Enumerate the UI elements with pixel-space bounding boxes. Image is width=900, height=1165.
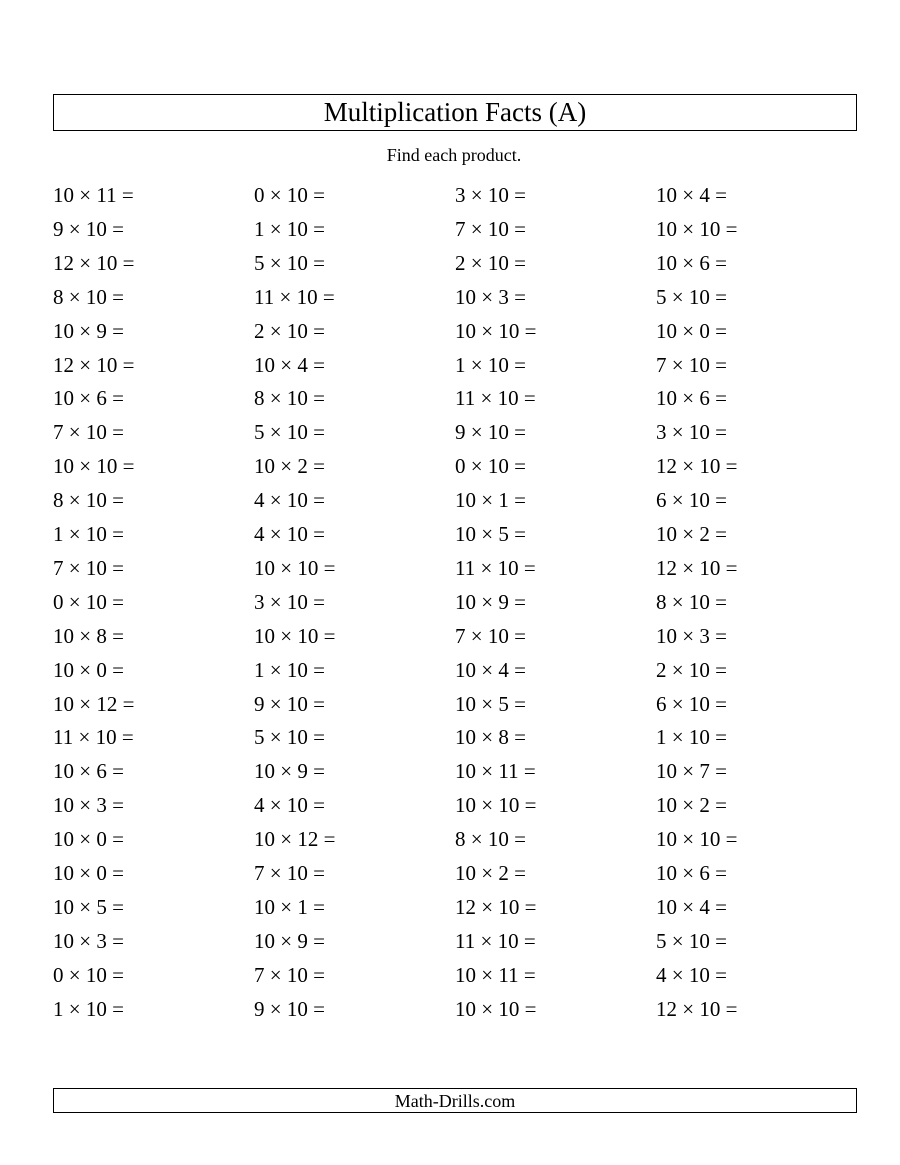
problem-r24-c2: 7 × 10 = [254,962,325,987]
problem-r6-c1: 12 × 10 = [53,352,135,377]
problem-r15-c2: 1 × 10 = [254,657,325,682]
problem-r10-c1: 8 × 10 = [53,488,124,513]
problem-r4-c4: 5 × 10 = [656,284,727,309]
problem-r3-c4: 10 × 6 = [656,250,727,275]
problem-r7-c3: 11 × 10 = [455,386,536,411]
problem-r17-c2: 5 × 10 = [254,725,325,750]
problem-r18-c3: 10 × 11 = [455,759,536,784]
problem-r13-c3: 10 × 9 = [455,589,526,614]
problem-r3-c3: 2 × 10 = [455,250,526,275]
problem-r1-c1: 10 × 11 = [53,183,134,207]
problem-r3-c1: 12 × 10 = [53,250,135,275]
footer-text: Math-Drills.com [394,1090,516,1111]
problem-r19-c1: 10 × 3 = [53,793,124,818]
problem-r9-c4: 12 × 10 = [656,454,738,479]
problem-r23-c2: 10 × 9 = [254,928,325,953]
problem-r8-c2: 5 × 10 = [254,420,325,445]
problem-r24-c3: 10 × 11 = [455,962,536,987]
problem-r5-c3: 10 × 10 = [455,318,537,343]
problem-r1-c3: 3 × 10 = [455,183,526,207]
problem-r7-c1: 10 × 6 = [53,386,124,411]
problem-r13-c4: 8 × 10 = [656,589,727,614]
problem-r9-c3: 0 × 10 = [455,454,526,479]
problem-r23-c4: 5 × 10 = [656,928,727,953]
problem-r18-c4: 10 × 7 = [656,759,727,784]
problem-r4-c2: 11 × 10 = [254,284,335,309]
problem-r7-c2: 8 × 10 = [254,386,325,411]
problem-r21-c4: 10 × 6 = [656,861,727,885]
problem-r10-c4: 6 × 10 = [656,488,727,513]
problem-r15-c4: 2 × 10 = [656,657,727,682]
problem-r16-c2: 9 × 10 = [254,691,325,716]
problem-r8-c4: 3 × 10 = [656,420,727,445]
problem-r19-c2: 4 × 10 = [254,793,325,818]
problem-r10-c2: 4 × 10 = [254,488,325,513]
problem-r23-c1: 10 × 3 = [53,928,124,953]
problem-r17-c4: 1 × 10 = [656,725,727,750]
problem-r16-c1: 10 × 12 = [53,691,135,716]
problem-r2-c2: 1 × 10 = [254,216,325,241]
problem-r1-c4: 10 × 4 = [656,183,727,207]
problem-r12-c1: 7 × 10 = [53,555,124,580]
problem-r22-c3: 12 × 10 = [455,894,537,919]
problem-r21-c1: 10 × 0 = [53,861,124,885]
problem-r18-c1: 10 × 6 = [53,759,124,784]
worksheet-title-box [53,94,857,131]
problem-r25-c3: 10 × 10 = [455,996,537,1021]
problem-r17-c1: 11 × 10 = [53,725,134,750]
problem-r21-c3: 10 × 2 = [455,861,526,885]
problem-r2-c3: 7 × 10 = [455,216,526,241]
problem-r14-c3: 7 × 10 = [455,623,526,648]
problem-r17-c3: 10 × 8 = [455,725,526,750]
problem-r25-c4: 12 × 10 = [656,996,738,1021]
problem-r14-c2: 10 × 10 = [254,623,336,648]
problem-r9-c2: 10 × 2 = [254,454,325,479]
problem-r16-c4: 6 × 10 = [656,691,727,716]
problem-r24-c1: 0 × 10 = [53,962,124,987]
problem-r8-c3: 9 × 10 = [455,420,526,445]
problem-r11-c2: 4 × 10 = [254,522,325,546]
problem-r12-c2: 10 × 10 = [254,555,336,580]
problem-r14-c1: 10 × 8 = [53,623,124,648]
problem-r20-c3: 8 × 10 = [455,827,526,852]
problem-r7-c4: 10 × 6 = [656,386,727,411]
problem-r1-c2: 0 × 10 = [254,183,325,207]
problem-r4-c3: 10 × 3 = [455,284,526,309]
problem-r3-c2: 5 × 10 = [254,250,325,275]
problem-r11-c4: 10 × 2 = [656,522,727,546]
problem-r15-c1: 10 × 0 = [53,657,124,682]
problem-r4-c1: 8 × 10 = [53,284,124,309]
problem-r10-c3: 10 × 1 = [455,488,526,513]
problem-r20-c1: 10 × 0 = [53,827,124,852]
problem-r19-c3: 10 × 10 = [455,793,537,818]
problem-r6-c4: 7 × 10 = [656,352,727,377]
problem-r16-c3: 10 × 5 = [455,691,526,716]
problem-r20-c4: 10 × 10 = [656,827,738,852]
problem-r22-c2: 10 × 1 = [254,894,325,919]
problem-r6-c3: 1 × 10 = [455,352,526,377]
problem-r5-c2: 2 × 10 = [254,318,325,343]
problem-r23-c3: 11 × 10 = [455,928,536,953]
problem-r14-c4: 10 × 3 = [656,623,727,648]
problem-r25-c2: 9 × 10 = [254,996,325,1021]
problem-r11-c1: 1 × 10 = [53,522,124,546]
problem-r5-c4: 10 × 0 = [656,318,727,343]
problem-r24-c4: 4 × 10 = [656,962,727,987]
problem-r6-c2: 10 × 4 = [254,352,325,377]
problem-r22-c4: 10 × 4 = [656,894,727,919]
worksheet-title: Multiplication Facts (A) [323,97,587,127]
problem-r13-c1: 0 × 10 = [53,589,124,614]
problem-r9-c1: 10 × 10 = [53,454,135,479]
instructions: Find each product. [386,145,522,165]
problem-r11-c3: 10 × 5 = [455,522,526,546]
problem-r13-c2: 3 × 10 = [254,589,325,614]
problem-r2-c1: 9 × 10 = [53,216,124,241]
problem-r15-c3: 10 × 4 = [455,657,526,682]
problem-r2-c4: 10 × 10 = [656,216,738,241]
problem-r12-c4: 12 × 10 = [656,555,738,580]
footer-box [53,1088,857,1113]
problem-r20-c2: 10 × 12 = [254,827,336,852]
problem-r12-c3: 11 × 10 = [455,555,536,580]
problem-r5-c1: 10 × 9 = [53,318,124,343]
problem-r21-c2: 7 × 10 = [254,861,325,885]
problem-r18-c2: 10 × 9 = [254,759,325,784]
problem-r19-c4: 10 × 2 = [656,793,727,818]
problem-r22-c1: 10 × 5 = [53,894,124,919]
problem-r8-c1: 7 × 10 = [53,420,124,445]
problem-r25-c1: 1 × 10 = [53,996,124,1021]
